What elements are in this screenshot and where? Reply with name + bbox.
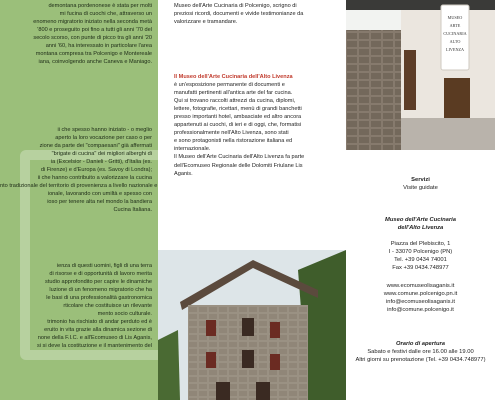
text-line: eruito in vita grazie alla dinamica sezione di xyxy=(44,327,152,334)
address-line: Tel. +39 0434 74001 xyxy=(394,257,447,264)
text-line: studio approfondito per capire le dinamiche xyxy=(45,279,152,286)
text-line: Cucina Italiana. xyxy=(113,207,152,214)
text-line: none della F.I.C. e all'Ecomuseo di Lis Aganis, xyxy=(37,335,152,342)
left-paragraph-2 xyxy=(0,126,158,215)
museum-entrance-illustration xyxy=(346,0,495,150)
text-line: ienza di questi uomini, figli di una terra xyxy=(56,263,152,269)
services-value: Visite guidate xyxy=(403,185,438,192)
museum-name-line-2: dell'Alto Livenza xyxy=(397,225,444,232)
text-line: '800 e proseguito poi fino a tutti gli anni '70 del xyxy=(37,27,152,34)
text-line: presso importanti hotel, ambasciate ed altro ancora xyxy=(174,114,302,121)
text-line: mi fucina di cuochi che, attraverso un xyxy=(59,11,152,18)
text-line: ionale, lavorando con umiltà e spesso con xyxy=(47,191,152,198)
museum-name-block xyxy=(346,216,495,232)
museum-section-title: Il Museo dell'Arte Cucinaria dell'Alto Livenza xyxy=(174,74,293,80)
text-line: nto tradizionale del territorio di provenienza a livello nazionale e xyxy=(0,183,158,190)
text-line: preziosi ricordi, documenti e vivide testimonianze da xyxy=(174,11,304,18)
text-line: ii che spesso hanno iniziato - o meglio xyxy=(57,127,152,133)
hours-line-1: Sabato e festivi dalle ore 16.00 alle 19.00 xyxy=(367,349,474,356)
text-line: internazionale. xyxy=(174,146,211,153)
text-line: Qui si trovano raccolti attrezzi da cucina, diplomi, xyxy=(174,98,296,105)
text-line: dell'Ecomuseo Regionale delle Dolomiti Friulane Lis xyxy=(174,162,303,169)
text-line: luzione di un fenomeno migratorio che ha xyxy=(49,287,152,294)
text-line: demontana pordenonese è stata per molti xyxy=(48,3,152,9)
text-line: secolo scorso, con punte di picco tra gli anni '20 xyxy=(33,35,152,42)
text-line: è un'esposizione permanente di documenti e xyxy=(174,82,285,89)
right-panel xyxy=(346,0,495,400)
left-paragraph-1 xyxy=(0,2,152,66)
photo-museum-entrance xyxy=(346,0,495,150)
text-line: "brigate di cucina" dei migliori alberghi di xyxy=(51,151,152,158)
address-line: Fax +39 0434.748977 xyxy=(392,265,449,272)
hours-line-2: Altri giorni su prenotazione (Tel. +39 0434.748977) xyxy=(355,357,486,364)
text-line: montana compresa tra Polcenigo e Montereale xyxy=(35,51,152,58)
hours-title: Orario di apertura xyxy=(396,341,445,347)
middle-intro xyxy=(174,2,340,26)
sign-line-2: ARTE CUCINARIA xyxy=(443,23,467,36)
text-line: iana, coinvolgendo anche Caneva e Maniago. xyxy=(38,59,152,66)
museum-section xyxy=(174,73,340,178)
text-line: trimonio ha rischiato di andar perduto ed è xyxy=(47,319,152,326)
text-line: zione da parte dei "compaesani" già affermati xyxy=(39,143,152,150)
text-line: manufatti pertinenti all'antica arte del far cucina. xyxy=(174,90,293,97)
address-line: I - 33070 Polcenigo (PN) xyxy=(388,249,453,256)
text-line: anni '60, ha interessato in particolare l'area xyxy=(45,43,152,50)
links-block xyxy=(346,282,495,314)
text-line: e sono protagonisti nella ristorazione italiana ed xyxy=(174,138,293,145)
services-title: Servizi xyxy=(411,177,430,183)
photo-stone-building xyxy=(158,250,346,400)
address-block xyxy=(346,240,495,272)
museum-section-body xyxy=(174,81,340,178)
text-line: di Firenze) e d'Europa (es. Savoy di Londra); xyxy=(40,167,152,174)
text-line: lettere, fotografie, ricettari, menù di grandi banchetti xyxy=(174,106,302,113)
text-line: professionalmente nell'Alto Livenza, sono stati xyxy=(174,130,289,137)
sign-line-3: ALTO LIVENZA xyxy=(445,39,465,52)
museum-name-line-1: Museo dell'Arte Cucinaria xyxy=(385,217,456,223)
text-line: rticolare che costituisce un rilevante xyxy=(63,303,152,310)
text-line: ii che hanno contribuito a valorizzare la cucina xyxy=(37,175,152,182)
contact-link[interactable]: www.ecomuseolisaganis.it xyxy=(386,283,455,289)
text-line: ia (Excelsior - Danieli - Gritti), d'Italia (es. xyxy=(50,159,152,166)
text-line: si si deve la costituzione e il mantenimento del xyxy=(36,343,152,350)
contact-link[interactable]: www.comune.polcenigo.pn.it xyxy=(383,291,458,298)
stone-building-illustration xyxy=(158,250,346,400)
left-paragraph-3 xyxy=(0,262,152,351)
middle-panel xyxy=(158,0,346,400)
text-line: mento socio culturale. xyxy=(97,311,152,318)
text-line: Aganis. xyxy=(174,170,193,177)
text-line: aperto la loro vocazione per caso o per xyxy=(55,135,152,142)
hours-block xyxy=(346,340,495,364)
sign-line-1: MUSEO xyxy=(447,15,463,20)
text-line: appartenuti ai cuochi, di ieri e di oggi, che, formatisi xyxy=(174,122,302,129)
text-line: le basi di una professionalità gastronomica xyxy=(46,295,152,302)
museum-sign xyxy=(441,14,469,54)
contact-link[interactable]: info@comune.polcenigo.it xyxy=(387,307,454,314)
services-block xyxy=(346,176,495,192)
left-text-panel xyxy=(0,0,158,400)
text-line: enomeno migratorio iniziato nella seconda metà xyxy=(33,19,152,26)
text-line: di risorse e di opportunità di lavoro merita xyxy=(49,271,152,278)
contact-link[interactable]: info@ecomuseolisaganis.it xyxy=(385,299,456,306)
text-line: valorizzare e tramandare. xyxy=(174,19,238,26)
text-line: Il Museo dell'Arte Cucinaria dell'Alto Livenza fa parte xyxy=(174,154,305,161)
text-line: Museo dell'Arte Cucinaria di Polcenigo, scrigno di xyxy=(174,3,297,9)
text-line: ioso per tenere alta nel mondo la bandiera xyxy=(47,199,152,206)
address-line: Piazza del Plebiscito, 1 xyxy=(390,241,451,247)
